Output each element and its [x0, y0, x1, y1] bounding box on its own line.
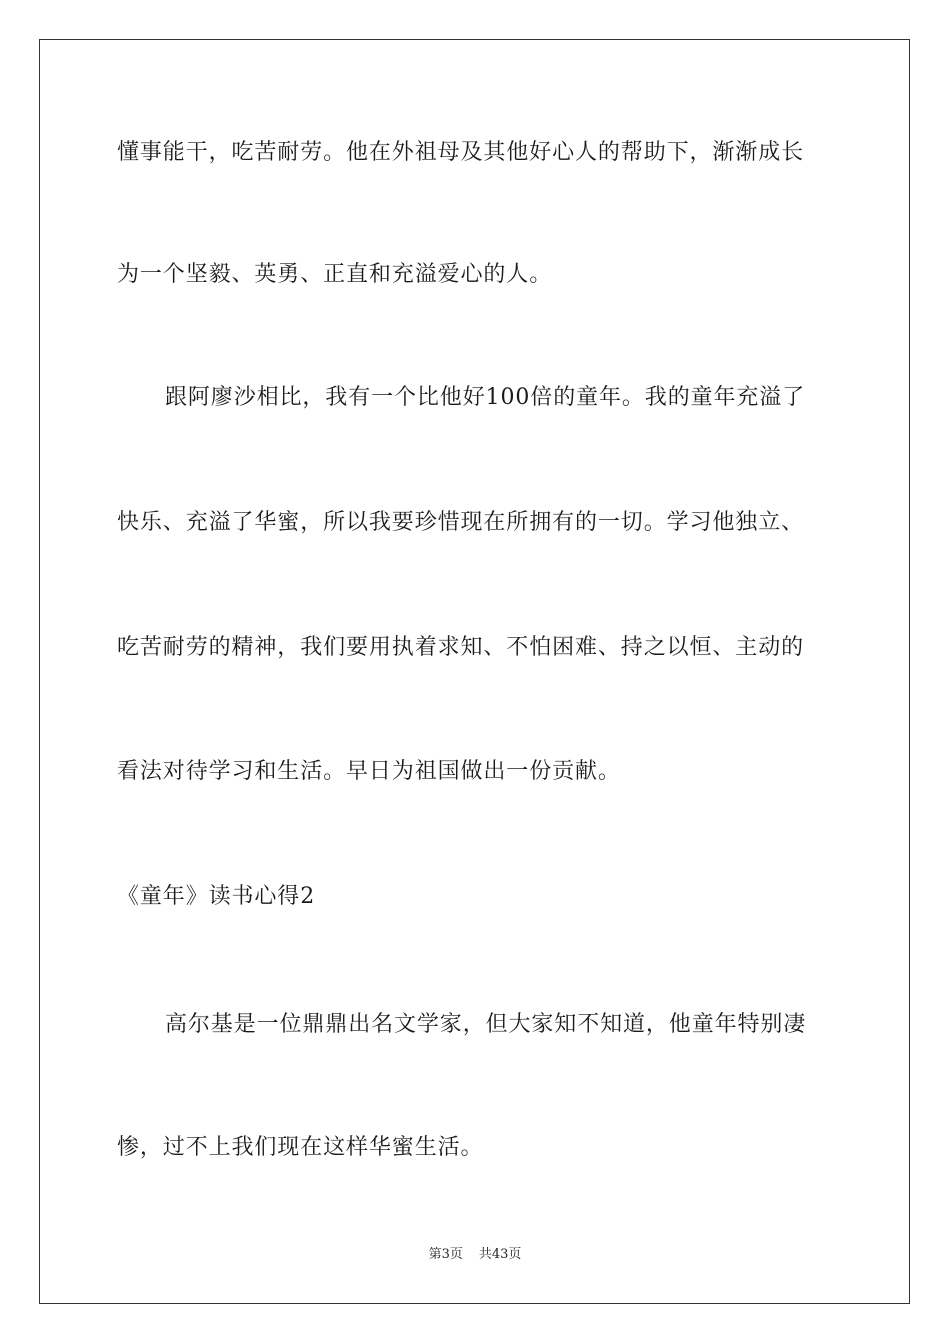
paragraph-line: 跟阿廖沙相比，我有一个比他好100倍的童年。我的童年充溢了 — [165, 385, 806, 410]
paragraph-line: 懂事能干，吃苦耐劳。他在外祖母及其他好心人的帮助下，渐渐成长 — [117, 140, 805, 165]
page-footer — [0, 1246, 950, 1264]
paragraph-line: 为一个坚毅、英勇、正直和充溢爱心的人。 — [117, 262, 553, 287]
paragraph-line: 快乐、充溢了华蜜，所以我要珍惜现在所拥有的一切。学习他独立、 — [117, 510, 805, 535]
section-heading: 《童年》读书心得2 — [117, 884, 316, 909]
paragraph-line: 吃苦耐劳的精神，我们要用执着求知、不怕困难、持之以恒、主动的 — [117, 635, 805, 660]
paragraph-line: 看法对待学习和生活。早日为祖国做出一份贡献。 — [117, 759, 621, 784]
paragraph-line: 惨，过不上我们现在这样华蜜生活。 — [117, 1135, 484, 1160]
page-border — [39, 39, 910, 1304]
page-total: 共43页 — [478, 1247, 522, 1262]
page-number: 第3页 — [428, 1247, 463, 1262]
paragraph-line: 高尔基是一位鼎鼎出名文学家，但大家知不知道，他童年特别凄 — [165, 1012, 807, 1037]
